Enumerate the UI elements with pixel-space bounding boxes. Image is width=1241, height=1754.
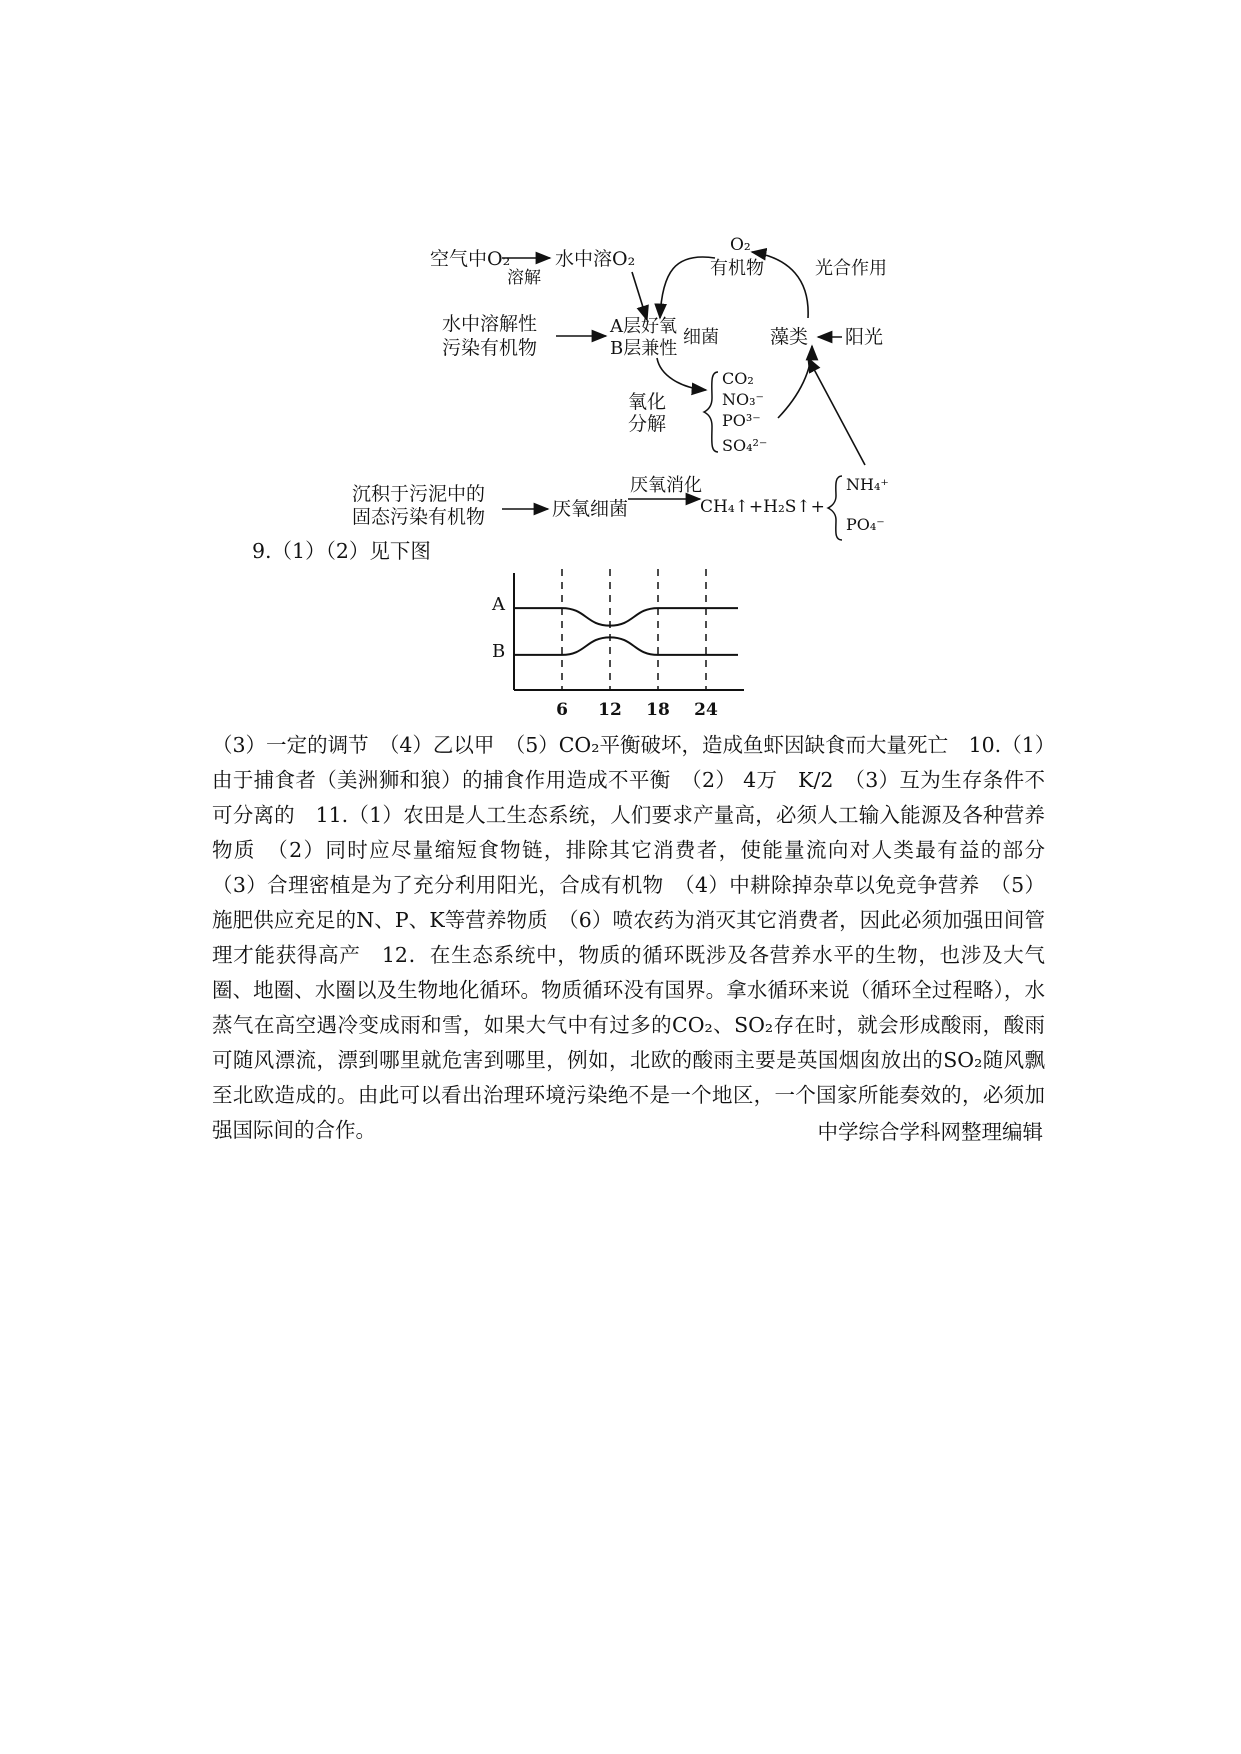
anaerobic-digestion-label: 厌氧消化: [630, 475, 702, 496]
oxidation-line1: 氧化: [628, 391, 667, 413]
series-line-A: [514, 608, 738, 626]
nh4-label: NH₄⁺: [846, 475, 889, 494]
arrow-nutrients-to-algae: [808, 358, 865, 465]
o2-label: O₂: [730, 235, 751, 255]
x-tick-label-24: 24: [694, 700, 718, 720]
x-tick-label-6: 6: [556, 700, 568, 720]
arrow-water-to-bacteria: [632, 272, 647, 320]
bacteria-label: 细菌: [683, 327, 719, 348]
sunlight-label: 阳光: [845, 326, 884, 348]
x-tick-label-18: 18: [646, 700, 670, 720]
product-po: PO³⁻: [722, 411, 761, 430]
soluble-pollutant-line2: 污染有机物: [442, 337, 538, 359]
x-tick-label-12: 12: [598, 700, 622, 720]
footer-credit: 中学综合学科网整理编辑: [817, 1120, 1043, 1144]
series-label-A: A: [492, 594, 505, 616]
arc-to-bacteria: [660, 257, 715, 318]
photosynthesis-label: 光合作用: [815, 258, 887, 279]
answer-paragraph: [212, 728, 1066, 1148]
anaerobic-bacteria-label: 厌氧细菌: [552, 498, 629, 520]
sediment-line1: 沉积于污泥中的: [352, 483, 486, 505]
organic-label: 有机物: [710, 258, 764, 279]
layer-b-label: B层兼性: [610, 338, 678, 359]
nutrients-brace: [828, 476, 842, 540]
series-line-B: [514, 637, 738, 655]
dissolve-label: 溶解: [507, 268, 541, 288]
product-co2: CO₂: [722, 369, 754, 388]
arc-products-to-algae: [778, 346, 812, 418]
algae-label: 藻类: [770, 326, 809, 348]
air-o2-label: 空气中O₂: [430, 248, 511, 270]
answer-9-label: 9.（1）（2）见下图: [252, 539, 431, 563]
water-o2-label: 水中溶O₂: [555, 248, 636, 270]
ecosystem-cycle-diagram: [0, 0, 1241, 560]
answer-text: （3）一定的调节 （4）乙以甲 （5）CO₂平衡破坏，造成鱼虾因缺食而大量死亡 10.（1）由于捕食者（美洲狮和狼）的捕食作用造成不平衡 （2） 4万 K/2 （3）互为生存条件不可分离的 11.（1）农田是人工生态系统，人们要求产量高，必须人工输入能源及各种营养物质 （2）同时应尽量缩短食物链，排除其它消费者，使能量流向对人类最有益的部分 （3）合理密植是为了充分利用阳光，合成有机物 （4）中耕除掉杂草以免竞争营养 （5）施肥供应充足的N、P、K等营养物质 （6）喷农药为消灭其它消费者，因此必须加强田间管理才能获得高产 12．在生态系统中，物质的循环既涉及各营养水平的生物，也涉及大气圈、地圈、水圈以及生物地化循环。物质循环没有国界。拿水循环来说（循环全过程略），水蒸气在高空遇冷变成雨和雪，如果大气中有过多的CO₂、SO₂存在时，就会形成酸雨，酸雨可随风漂流，漂到哪里就危害到哪里，例如，北欧的酸雨主要是英国烟囱放出的SO₂随风飘至北欧造成的。由此可以看出治理环境污染绝不是一个地区，一个国家所能奏效的，必须加强国际间的合作。: [212, 733, 1066, 1142]
product-no3: NO₃⁻: [722, 390, 764, 409]
layer-a-label: A层好氧: [610, 316, 677, 337]
sediment-line2: 固态污染有机物: [352, 506, 486, 528]
population-line-chart: [480, 565, 760, 725]
gases-label: CH₄↑+H₂S↑+: [700, 497, 825, 517]
arc-bacteria-to-products: [657, 358, 706, 390]
products-brace: [704, 372, 718, 452]
series-label-B: B: [492, 640, 506, 662]
soluble-pollutant-line1: 水中溶解性: [442, 313, 538, 335]
oxidation-line2: 分解: [628, 413, 667, 435]
product-so4: SO₄²⁻: [722, 436, 768, 455]
po4-label: PO₄⁻: [846, 515, 885, 534]
